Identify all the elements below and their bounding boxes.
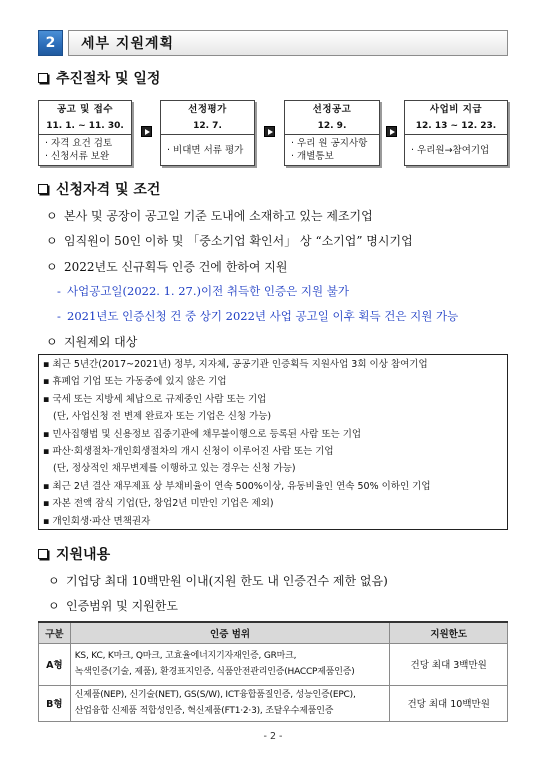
eligibility-item [46, 257, 288, 275]
square-bullet-icon [38, 73, 48, 83]
eligibility-item [46, 231, 413, 249]
eligibility-heading [38, 179, 160, 199]
step-item: · 비대면 서류 평가 [167, 144, 244, 156]
support-heading-text: 지원내용 [56, 547, 111, 563]
eligibility-item-text: 2022년도 신규획득 인증 건에 한하여 지원 [64, 259, 288, 274]
exclusion-line: ▪ 개인회생·파산 면책권자 [43, 515, 151, 527]
bullet-marker: ㅇ [46, 259, 58, 274]
section-number-badge: 2 [38, 30, 63, 56]
exclusion-label [46, 332, 137, 350]
table-row [39, 685, 508, 721]
table-cell-limit: 건당 최대 3백만원 [390, 643, 508, 685]
support-limit-table [38, 621, 508, 722]
bullet-marker: ㅇ [48, 573, 60, 588]
step-item: · 자격 요건 검토 [45, 138, 113, 149]
exclusion-line: ▪ 파산·회생절차·개인회생절차의 개시 신청이 이루어진 사람 또는 기업 [43, 445, 334, 457]
step-date: 12. 9. [317, 120, 347, 131]
square-bullet-icon [38, 549, 48, 559]
support-item-text: 기업당 최대 10백만원 이내(지원 한도 내 인증건수 제한 없음) [66, 573, 388, 588]
support-item [48, 596, 178, 614]
eligibility-item-text: 임직원이 50인 이하 및 「중소기업 확인서」 상 “소기업” 명시기업 [64, 233, 413, 248]
scope-line: 신제품(NEP), 신기술(NET), GS(S/W), ICT융합품질인증, 성능인증(EPC), [74, 690, 356, 700]
step-title: 사업비 지급 [429, 103, 483, 115]
eligibility-item [46, 206, 373, 224]
step-body [285, 135, 379, 165]
table-cell-scope [70, 643, 390, 685]
square-bullet-icon [38, 184, 48, 194]
step-item: · 우리 원 공지사항 [291, 138, 368, 149]
exclusion-label-text: 지원제외 대상 [64, 334, 138, 349]
table-header-type: 구분 [39, 622, 71, 643]
table-row [39, 643, 508, 685]
table-header-row [39, 622, 508, 643]
support-heading [38, 544, 110, 564]
eligibility-sub-item [57, 307, 458, 325]
schedule-heading [38, 68, 160, 88]
section-title: 세부 지원계획 [68, 30, 508, 56]
exclusion-line-note: (단, 정상적인 채무변제를 이행하고 있는 경우는 신청 가능) [53, 463, 296, 475]
eligibility-item-text: 본사 및 공장이 공고일 기준 도내에 소재하고 있는 제조기업 [64, 208, 373, 223]
table-header-limit: 지원한도 [390, 622, 508, 643]
table-header-scope: 인증 범위 [70, 622, 390, 643]
exclusion-line: ▪ 최근 2년 결산 재무제표 상 부채비율이 연속 500%이상, 유동비율인 연속 50% 이하인 기업 [43, 480, 431, 492]
page-number: - 2 - [263, 731, 283, 742]
exclusion-line: ▪ 휴폐업 기업 또는 가동중에 있지 않은 기업 [43, 376, 227, 388]
scope-line: KS, KC, K마크, Q마크, 고효율에너지기자재인증, GR마크, [74, 651, 297, 661]
step-body [39, 135, 131, 165]
step-evaluation [160, 100, 255, 166]
dash-marker: - [57, 309, 61, 323]
step-header [285, 101, 379, 135]
scope-line: 산업융합 신제품 적합성인증, 혁신제품(FT1·2·3), 조달우수제품인증 [74, 706, 334, 716]
eligibility-sub-item [57, 282, 349, 300]
bullet-marker: ㅇ [46, 233, 58, 248]
step-item: · 우리원→참여기업 [411, 144, 490, 156]
exclusion-line: ▪ 민사집행법 및 신용정보 집중기관에 채무불이행으로 등록된 사람 또는 기업 [43, 428, 362, 440]
step-item: · 개별통보 [291, 151, 334, 162]
step-date: 11. 1. ~ 11. 30. [46, 120, 124, 131]
step-application [38, 100, 132, 166]
eligibility-sub-item-text: 사업공고일(2022. 1. 27.)이전 취득한 인증은 지원 불가 [67, 284, 349, 298]
support-item-text: 인증범위 및 지원한도 [66, 598, 178, 613]
step-body [161, 135, 254, 165]
table-cell-limit: 건당 최대 10백만원 [390, 685, 508, 721]
step-item: · 신청서류 보완 [45, 151, 110, 162]
arrow-right-icon [141, 126, 152, 137]
table-cell-scope [70, 685, 390, 721]
exclusion-line: ▪ 국세 또는 지방세 체납으로 규제중인 사람 또는 기업 [43, 393, 267, 405]
step-date: 12. 7. [193, 120, 222, 131]
step-announcement [284, 100, 380, 166]
bullet-marker: ㅇ [48, 598, 60, 613]
exclusion-box [38, 354, 508, 530]
table-cell-type: A형 [39, 643, 71, 685]
bullet-marker: ㅇ [46, 334, 58, 349]
arrow-right-icon [386, 126, 397, 137]
step-payment [404, 100, 508, 166]
step-header [161, 101, 254, 135]
eligibility-sub-item-text: 2021년도 인증신청 건 중 상기 2022년 사업 공고일 이후 획득 건은 지원 가능 [67, 309, 459, 323]
support-item [48, 571, 388, 589]
exclusion-line-note: (단, 사업신청 전 변제 완료자 또는 기업은 신청 가능) [53, 411, 272, 423]
step-header [405, 101, 507, 135]
step-body [405, 135, 507, 165]
eligibility-heading-text: 신청자격 및 조건 [56, 182, 161, 198]
schedule-heading-text: 추진절차 및 일정 [56, 71, 161, 87]
arrow-right-icon [264, 126, 275, 137]
step-title: 선정공고 [312, 103, 352, 115]
step-title: 공고 및 접수 [57, 103, 113, 115]
step-title: 선정평가 [188, 103, 227, 115]
bullet-marker: ㅇ [46, 208, 58, 223]
exclusion-line: ▪ 자본 전액 잠식 기업(단, 창업2년 미만인 기업은 제외) [43, 498, 274, 510]
exclusion-line: ▪ 최근 5년간(2017~2021년) 정부, 지자체, 공공기관 인증획득 지원사업 3회 이상 참여기업 [43, 359, 428, 370]
scope-line: 녹색인증(기술, 제품), 환경표지인증, 식품안전관리인증(HACCP제품인증) [74, 667, 355, 677]
dash-marker: - [57, 284, 61, 298]
table-cell-type: B형 [39, 685, 71, 721]
step-date: 12. 13 ~ 12. 23. [415, 120, 497, 131]
step-header [39, 101, 131, 135]
